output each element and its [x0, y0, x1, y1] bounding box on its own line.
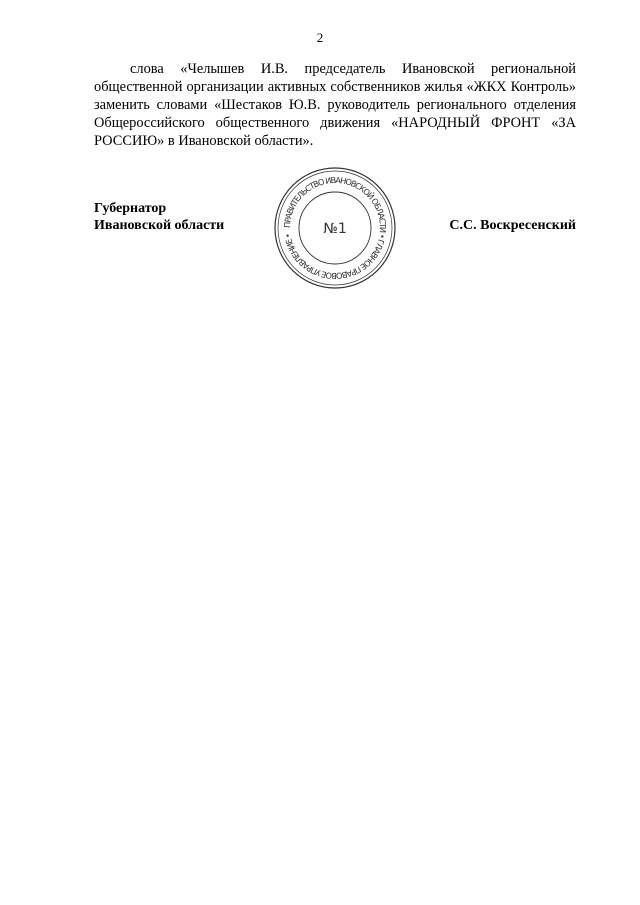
official-seal	[270, 163, 400, 293]
signatory-title-line2: Ивановской области	[94, 218, 225, 233]
signatory-name: С.С. Воскресенский	[449, 218, 576, 233]
seal-ring-text: ПРАВИТЕЛЬСТВО ИВАНОВСКОЙ ОБЛАСТИ • ГЛАВНОЕ ПРАВОВОЕ УПРАВЛЕНИЕ •	[281, 174, 389, 282]
signatory-title-line1: Губернатор	[94, 201, 167, 216]
seal-center-text: №1	[323, 221, 347, 237]
page-number: 2	[316, 30, 324, 45]
signature-block	[94, 200, 224, 234]
body-paragraph: слова «Челышев И.В. председатель Ивановской региональной общественной организации активных собственников жилья «ЖКХ Контроль» заменить словами «Шестаков Ю.В. руководитель регионального отделения Общероссийского общественного движения «НАРОДНЫЙ ФРОНТ «ЗА РОССИЮ» в Ивановской области».	[94, 61, 576, 149]
seal-graphic	[270, 163, 400, 293]
